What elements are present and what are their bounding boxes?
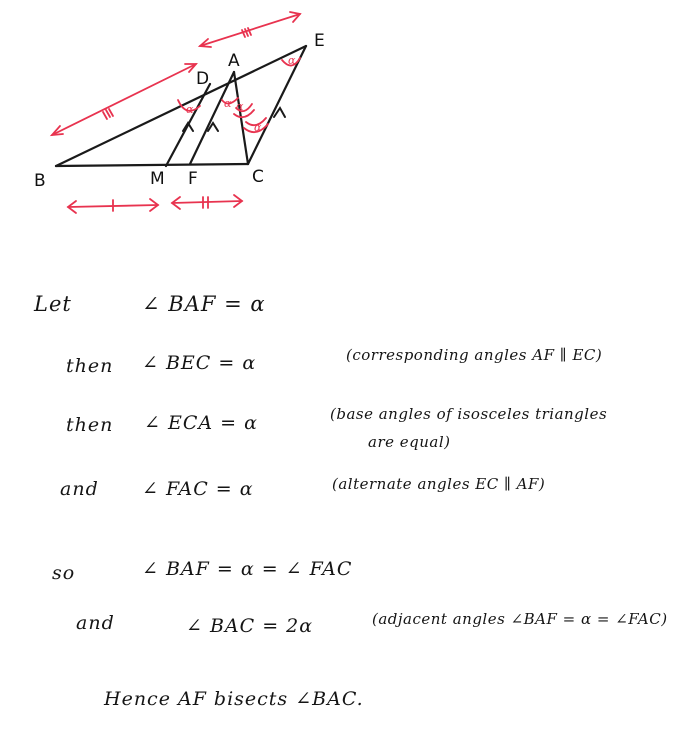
proof-reason-6: (adjacent angles ∠BAF = α = ∠FAC) — [372, 610, 668, 628]
proof-reason-3b: are equal) — [368, 433, 451, 451]
proof-word-then-1: then — [66, 355, 114, 377]
proof-conclusion: Hence AF bisects ∠BAC. — [104, 688, 364, 710]
proof-reason-4: (alternate angles EC ∥ AF) — [332, 475, 546, 493]
proof-word-and-1: and — [60, 478, 99, 500]
proof-word-then-2: then — [66, 414, 114, 436]
alpha-mark-E: α — [288, 54, 296, 67]
alpha-mark-A-right: α — [236, 100, 244, 113]
length-arrow-MC — [172, 201, 242, 203]
label-D: D — [196, 69, 210, 89]
segment-DM — [166, 84, 210, 166]
proof-word-let: Let — [34, 292, 72, 316]
geometry-figure — [0, 0, 690, 240]
label-E: E — [314, 31, 325, 51]
proof-stmt-5: ∠ BAF = α = ∠ FAC — [142, 558, 353, 580]
proof-stmt-3: ∠ ECA = α — [144, 412, 258, 434]
proof-reason-2: (corresponding angles AF ∥ EC) — [346, 346, 603, 364]
label-A: A — [228, 51, 240, 71]
length-arrow-AE — [200, 14, 300, 46]
alpha-mark-D: α — [186, 103, 194, 116]
label-C: C — [252, 167, 264, 187]
label-B: B — [34, 171, 46, 191]
proof-stmt-1: ∠ BAF = α — [142, 292, 266, 316]
alpha-mark-A-left: α — [224, 97, 232, 110]
segment-BC — [56, 164, 248, 166]
proof-stmt-6: ∠ BAC = 2α — [186, 615, 314, 637]
label-M: M — [150, 169, 165, 189]
segment-EC — [248, 46, 306, 164]
proof-reason-3a: (base angles of isosceles triangles — [330, 405, 608, 423]
proof-stmt-2: ∠ BEC = α — [142, 352, 257, 374]
length-arrow-BD — [52, 64, 196, 135]
proof-word-so: so — [52, 562, 76, 584]
label-F: F — [188, 169, 198, 189]
proof-word-and-2: and — [76, 612, 115, 634]
proof-stmt-4: ∠ FAC = α — [142, 478, 254, 500]
alpha-mark-C: α — [254, 121, 262, 134]
